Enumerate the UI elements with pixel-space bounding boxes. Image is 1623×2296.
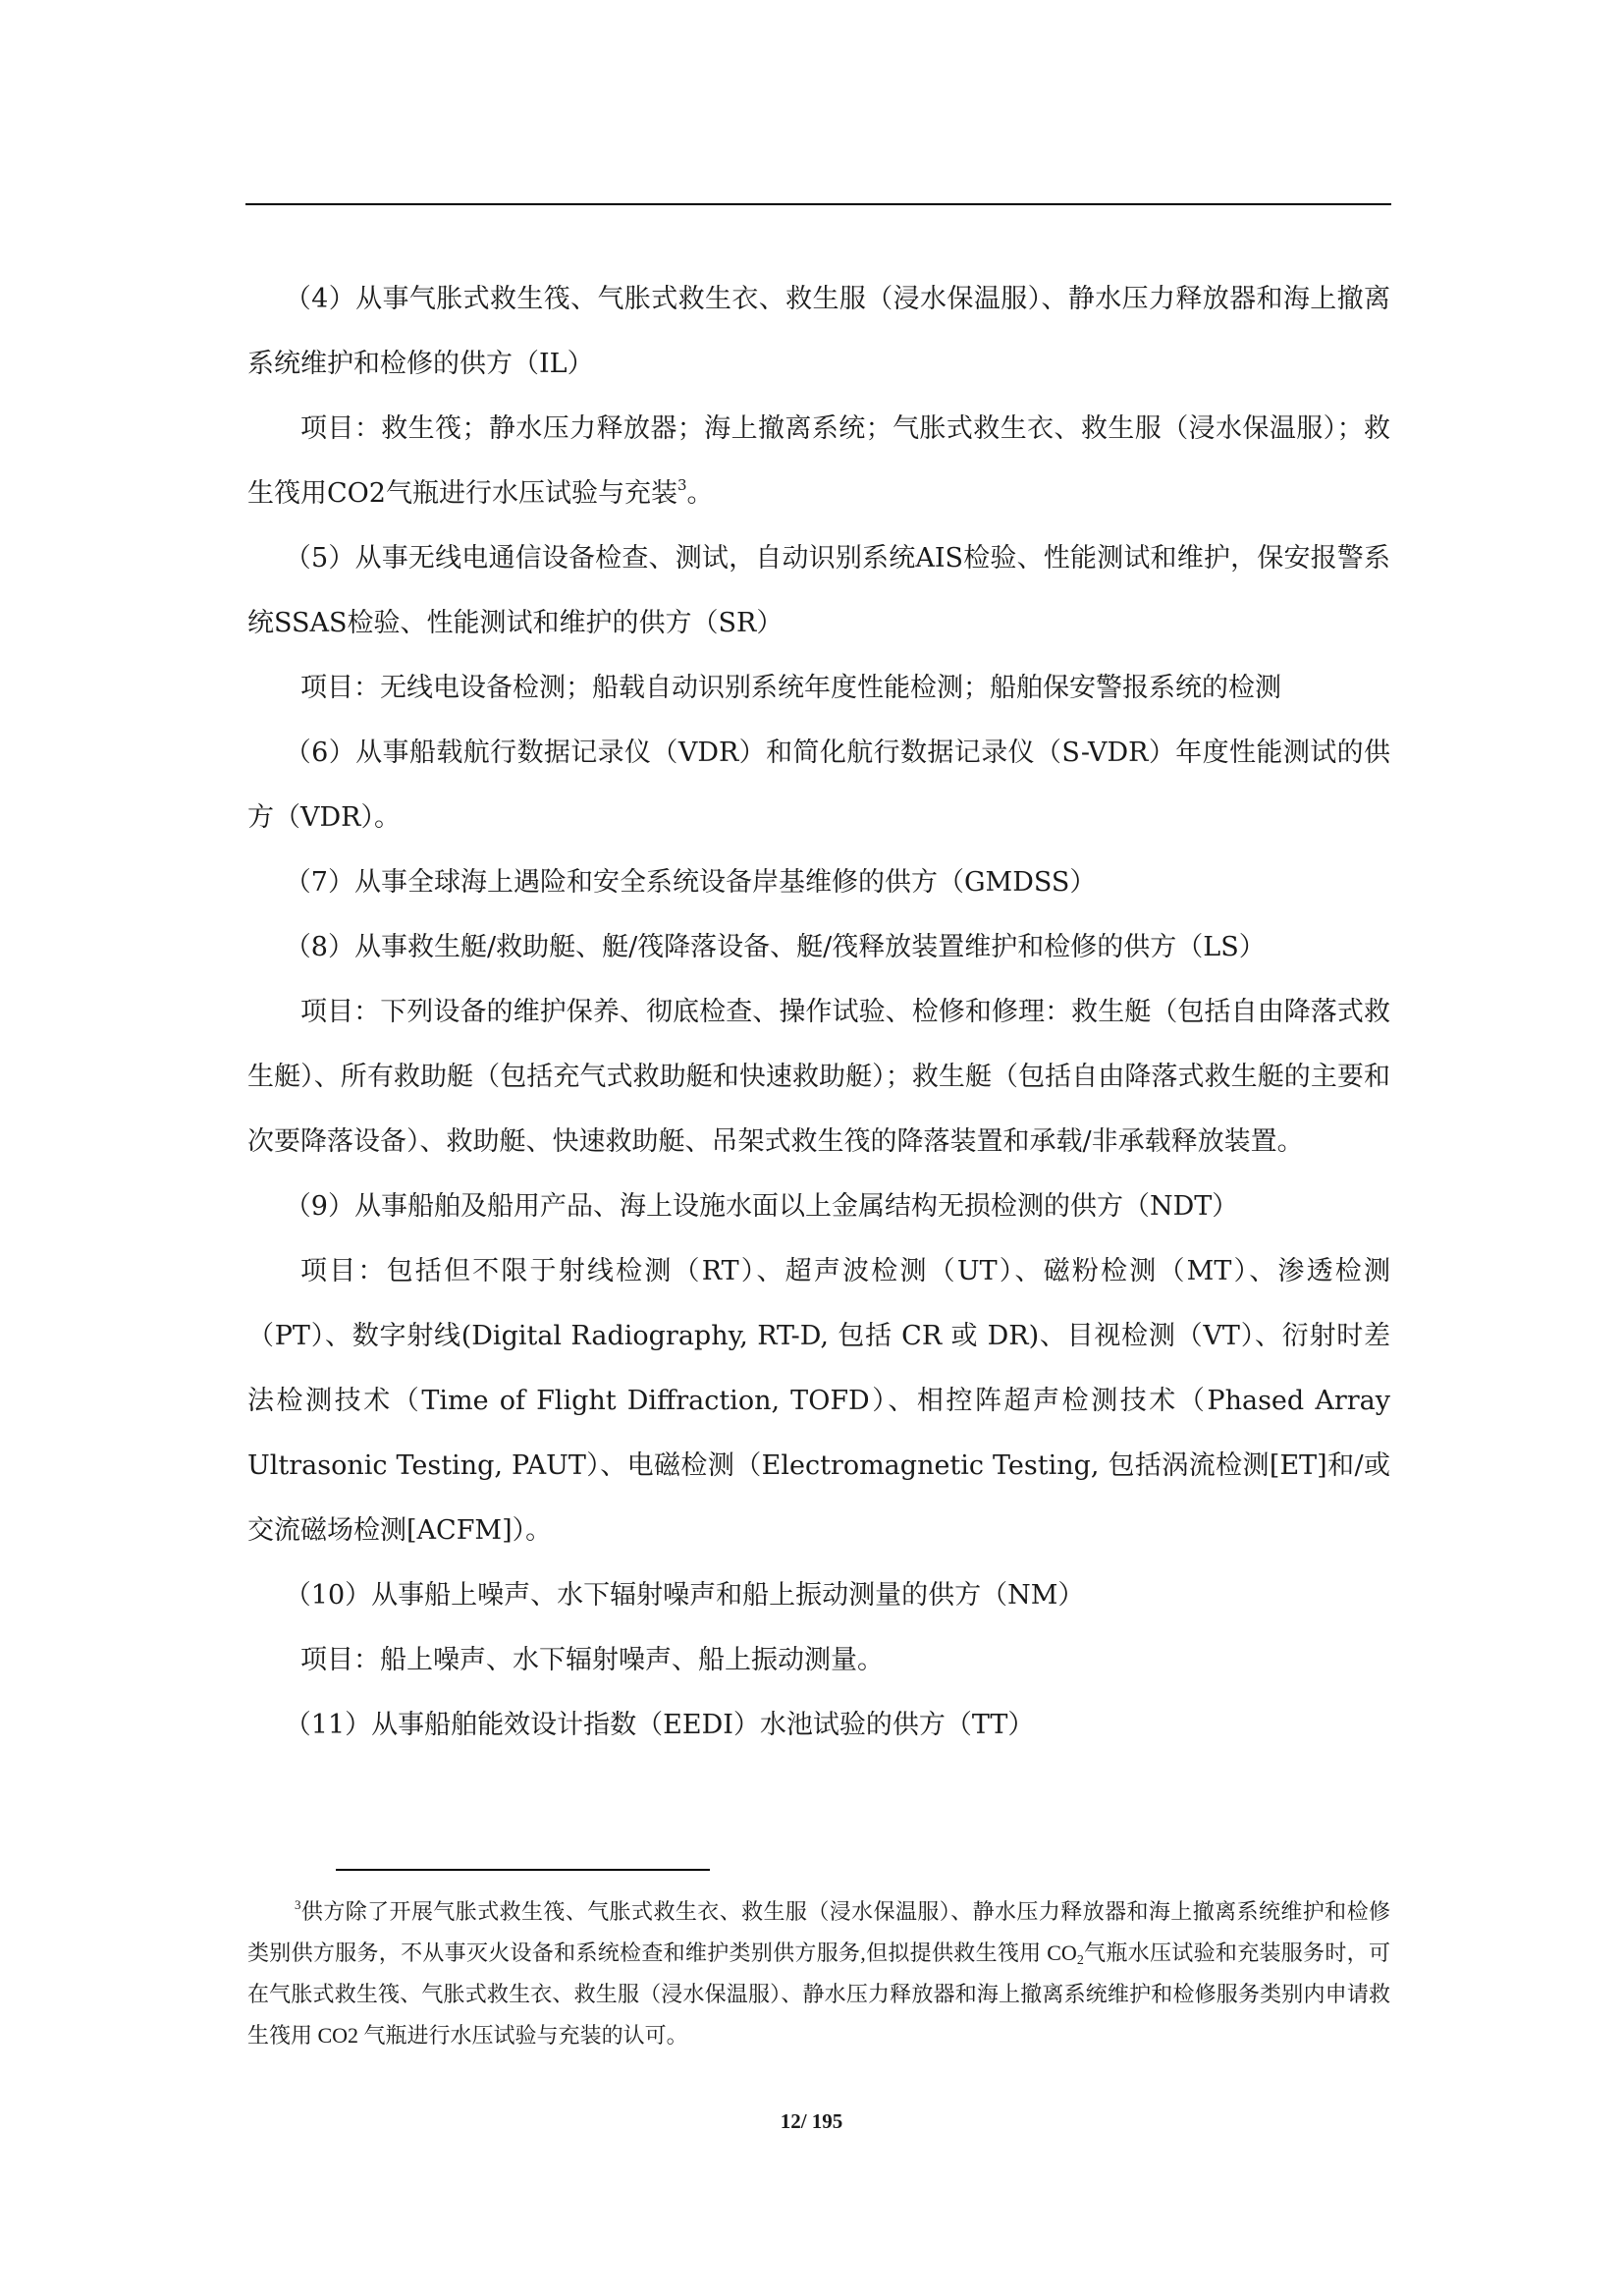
paragraph-item-8: （8）从事救生艇/救助艇、艇/筏降落设备、艇/筏释放装置维护和检修的供方（LS） [284, 932, 1266, 962]
paragraph-item-9-projects: 项目：包括但不限于射线检测（RT）、超声波检测（UT）、磁粉检测（MT）、渗透检测（PT）、数字射线(Digital Radiography, RT-D, 包括 CR 或 DR)、目视检测（VT）、衍射时差法检测技术（Time of Flight Diffraction, TOFD）、相控阵超声检测技术（Phased Array Ultrasonic Testing, PAUT）、电磁检测（Electromagnetic Testing, 包括涡流检测[ET]和/或交流磁场检测[ACFM]）。 [247, 1256, 1390, 1546]
paragraph-item-6: （6）从事船载航行数据记录仪（VDR）和简化航行数据记录仪（S-VDR）年度性能测试的供方（VDR）。 [247, 738, 1390, 833]
paragraph-item-5-projects: 项目：无线电设备检测；船载自动识别系统年度性能检测；船舶保安警报系统的检测 [300, 673, 1281, 703]
document-body [247, 267, 1390, 1758]
paragraph-item-10-projects: 项目：船上噪声、水下辐射噪声、船上振动测量。 [300, 1645, 884, 1675]
paragraph-text: 项目：救生筏；静水压力释放器；海上撤离系统；气胀式救生衣、救生服（浸水保温服）；救生筏用CO2气瓶进行水压试验与充装 [247, 413, 1390, 509]
paragraph-item-4-projects [247, 397, 1390, 526]
paragraph-item-9: （9）从事船舶及船用产品、海上设施水面以上金属结构无损检测的供方（NDT） [284, 1191, 1239, 1222]
paragraph-tail: 。 [686, 478, 714, 509]
footnote [247, 1891, 1390, 2056]
paragraph-item-5: （5）从事无线电通信设备检查、测试，自动识别系统AIS检验、性能测试和维护，保安报警系统SSAS检验、性能测试和维护的供方（SR） [247, 543, 1390, 638]
paragraph-item-11: （11）从事船舶能效设计指数（EEDI）水池试验的供方（TT） [284, 1710, 1035, 1740]
footnote-text-2: 气瓶水压试验和充装服务时，可在气胀式救生筏、气胀式救生衣、救生服（浸水保温服）、静水压力释放器和海上撤离系统维护和检修服务类别内申请救生筏用 CO2 气瓶进行水压试验与充装的认可。 [247, 1941, 1390, 2048]
paragraph-item-10: （10）从事船上噪声、水下辐射噪声和船上振动测量的供方（NM） [284, 1580, 1085, 1611]
footnote-reference[interactable]: 3 [676, 476, 687, 494]
paragraph-item-8-projects: 项目：下列设备的维护保养、彻底检查、操作试验、检修和修理：救生艇（包括自由降落式救生艇）、所有救助艇（包括充气式救助艇和快速救助艇）；救生艇（包括自由降落式救生艇的主要和次要降落设备）、救助艇、快速救助艇、吊架式救生筏的降落装置和承载/非承载释放装置。 [247, 997, 1390, 1157]
page-number: 12/ 195 [780, 2109, 843, 2133]
footnote-separator [336, 1869, 710, 1871]
footnote-marker: 3 [295, 1897, 301, 1912]
footnote-paragraph [247, 1891, 1390, 2056]
footnote-text-1: 供方除了开展气胀式救生筏、气胀式救生衣、救生服（浸水保温服）、静水压力释放器和海上撤离系统维护和检修类别供方服务，不从事灭火设备和系统检查和维护类别供方服务,但拟提供救生筏用 CO [247, 1899, 1390, 1965]
paragraph-item-4: （4）从事气胀式救生筏、气胀式救生衣、救生服（浸水保温服）、静水压力释放器和海上撤离系统维护和检修的供方（IL） [247, 284, 1390, 379]
footnote-subscript: 2 [1076, 1953, 1084, 1968]
paragraph-item-7: （7）从事全球海上遇险和安全系统设备岸基维修的供方（GMDSS） [284, 867, 1097, 898]
header-rule [245, 203, 1391, 205]
